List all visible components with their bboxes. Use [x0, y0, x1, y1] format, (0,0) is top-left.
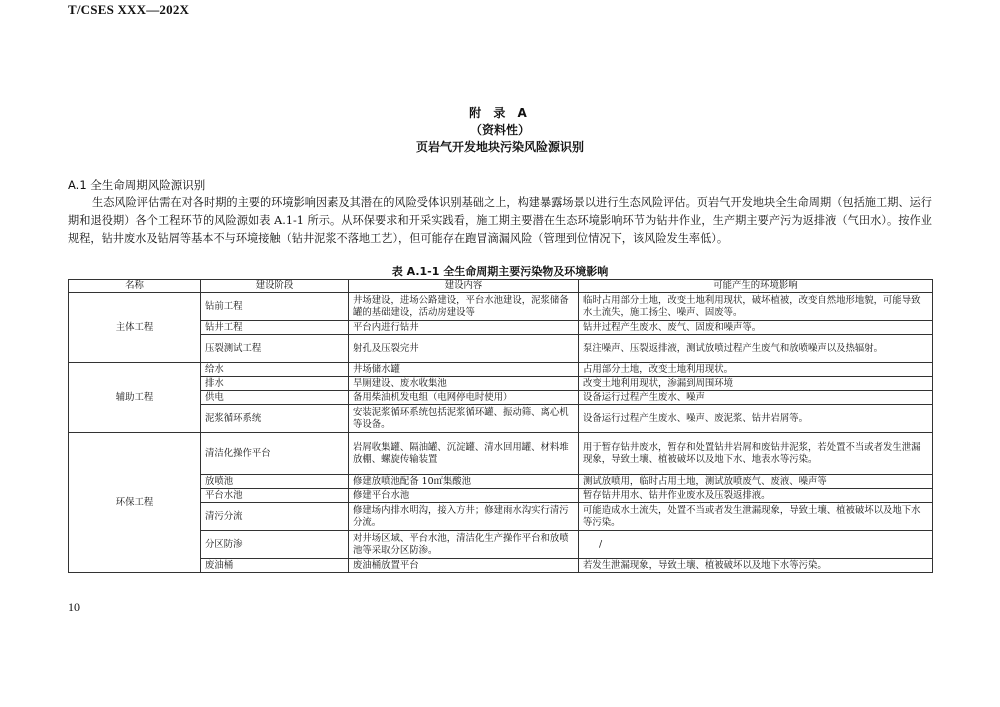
group-name-environmental: 环保工程 — [69, 433, 201, 573]
document-code: T/CSES XXX—202X — [68, 2, 190, 17]
content-cell: 备用柴油机发电组（电网停电时使用） — [349, 391, 579, 405]
appendix-label: 附 录 A — [469, 106, 531, 120]
stage-cell: 给水 — [201, 363, 349, 377]
content-cell: 修建放喷池配备 10㎡集酸池 — [349, 475, 579, 489]
impact-cell: 设备运行过程产生废水、噪声、废泥浆、钻井岩屑等。 — [579, 405, 933, 433]
content-cell: 旱厕建设、废水收集池 — [349, 377, 579, 391]
impact-cell: 可能造成水土流失，处置不当或者发生泄漏现象，导致土壤、植被破坏以及地下水等污染。 — [579, 503, 933, 531]
stage-cell: 平台水池 — [201, 489, 349, 503]
impact-cell: 占用部分土地，改变土地利用现状。 — [579, 363, 933, 377]
pollutant-impact-table — [68, 279, 933, 573]
table-caption: 表 A.1-1 全生命周期主要污染物及环境影响 — [391, 265, 609, 278]
content-cell: 平台内进行钻井 — [349, 321, 579, 335]
impact-cell: 钻井过程产生废水、废气、固废和噪声等。 — [579, 321, 933, 335]
header-stage: 建设阶段 — [201, 280, 349, 293]
appendix-title: 页岩气开发地块污染风险源识别 — [415, 140, 584, 154]
impact-cell: 设备运行过程产生废水、噪声 — [579, 391, 933, 405]
stage-cell: 钻井工程 — [201, 321, 349, 335]
content-cell: 井场建设，进场公路建设，平台水池建设，泥浆储备罐的基础建设，活动房建设等 — [349, 293, 579, 321]
content-cell: 修建平台水池 — [349, 489, 579, 503]
stage-cell: 清洁化操作平台 — [201, 433, 349, 475]
content-cell: 对井场区域、平台水池，清洁化生产操作平台和放喷池等采取分区防渗。 — [349, 531, 579, 559]
impact-cell: 泵注噪声、压裂返排液，测试放喷过程产生废气和放喷噪声以及热辐射。 — [579, 335, 933, 363]
table-row — [69, 433, 933, 475]
content-cell: 修建场内排水明沟，接入方井；修建雨水沟实行清污分流。 — [349, 503, 579, 531]
impact-cell: 用于暂存钻井废水，暂存和处置钻井岩屑和废钻井泥浆，若处置不当或者发生泄漏现象，导致土壤、植被破坏以及地下水、地表水等污染。 — [579, 433, 933, 475]
stage-cell: 供电 — [201, 391, 349, 405]
stage-cell: 排水 — [201, 377, 349, 391]
impact-cell: 测试放喷用，临时占用土地，测试放喷废气、废液、噪声等 — [579, 475, 933, 489]
stage-cell: 清污分流 — [201, 503, 349, 531]
impact-cell: 暂存钻井用水、钻井作业废水及压裂返排液。 — [579, 489, 933, 503]
header-name: 名称 — [69, 280, 201, 293]
stage-cell: 分区防渗 — [201, 531, 349, 559]
appendix-type: （资料性） — [469, 123, 530, 137]
impact-cell: / — [579, 531, 933, 559]
header-content: 建设内容 — [349, 280, 579, 293]
stage-cell: 废油桶 — [201, 559, 349, 573]
impact-cell: 改变土地利用现状，渗漏到周围环境 — [579, 377, 933, 391]
body-paragraph: 生态风险评估需在对各时期的主要的环境影响因素及其潜在的风险受体识别基础之上，构建暴露场景以进行生态风险评估。页岩气开发地块全生命周期（包括施工期、运行期和退役期）各个工程环节的风险源如表 A.1-1 所示。从环保要求和开采实践看，施工期主要潜在生态环境影响环节为钻井作业，生产期主要产污为返排液（气田水）。按作业规程，钻井废水及钻屑等基本不与环境接触（钻井泥浆不落地工艺），但可能存在跑冒滴漏风险（管理到位情况下，该风险发生率低）。 — [68, 196, 932, 245]
stage-cell: 钻前工程 — [201, 293, 349, 321]
stage-cell: 放喷池 — [201, 475, 349, 489]
group-name-auxiliary: 辅助工程 — [69, 363, 201, 433]
table-header-row — [69, 280, 933, 293]
impact-cell: 若发生泄漏现象，导致土壤、植被破坏以及地下水等污染。 — [579, 559, 933, 573]
table-row — [69, 293, 933, 321]
stage-cell: 压裂测试工程 — [201, 335, 349, 363]
group-name-main: 主体工程 — [69, 293, 201, 363]
impact-cell: 临时占用部分土地，改变土地利用现状，破坏植被，改变自然地形地貌，可能导致水土流失，施工扬尘、噪声、固废等。 — [579, 293, 933, 321]
section-heading: A.1 全生命周期风险源识别 — [68, 178, 206, 192]
content-cell: 废油桶放置平台 — [349, 559, 579, 573]
table-row — [69, 363, 933, 377]
content-cell: 安装泥浆循环系统包括泥浆循环罐、振动筛、离心机等设备。 — [349, 405, 579, 433]
stage-cell: 泥浆循环系统 — [201, 405, 349, 433]
content-cell: 射孔及压裂完井 — [349, 335, 579, 363]
content-cell: 井场储水罐 — [349, 363, 579, 377]
content-cell: 岩屑收集罐、隔油罐、沉淀罐、清水回用罐、材料堆放棚、螺旋传输装置 — [349, 433, 579, 475]
header-impact: 可能产生的环境影响 — [579, 280, 933, 293]
page-number: 10 — [68, 600, 80, 614]
